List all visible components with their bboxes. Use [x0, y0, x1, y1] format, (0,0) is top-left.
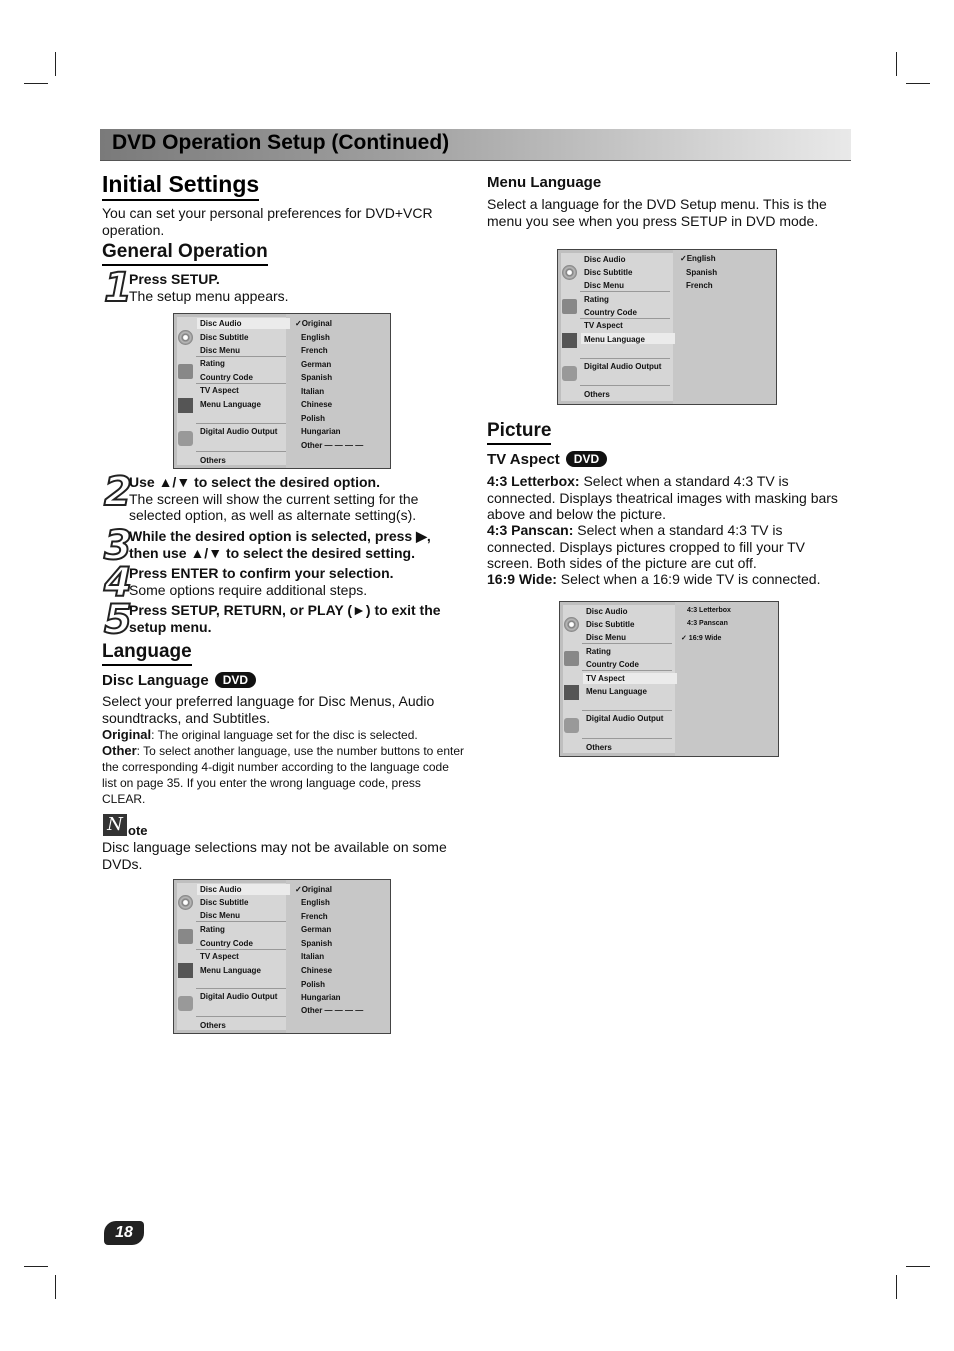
language-heading: Language [102, 641, 192, 666]
menu-item: Disc Menu [586, 633, 627, 642]
divider [196, 423, 286, 424]
menu-option: Spanish [301, 373, 333, 382]
menu-icon [178, 398, 193, 413]
menu-option: Chinese [301, 966, 333, 975]
menu-item: Country Code [200, 939, 253, 948]
menu-item: Others [584, 390, 610, 399]
menu-language-body: Select a language for the DVD Setup menu. This is the menu you see when you press SETUP in DVD mode. [487, 196, 827, 229]
menu-item: Rating [584, 295, 609, 304]
menu-item: Disc Audio [200, 319, 242, 328]
menu-icon [178, 963, 193, 978]
disc-icon [178, 330, 193, 345]
menu-item: Country Code [584, 308, 637, 317]
menu-item: Rating [586, 647, 611, 656]
menu-item: Disc Audio [584, 255, 626, 264]
menu-option: ✓Original [295, 885, 332, 894]
step-3 [129, 528, 464, 561]
divider [196, 356, 286, 357]
original-description: Original: The original language set for the disc is selected. [102, 727, 418, 742]
menu-item: Rating [200, 359, 225, 368]
general-operation-heading: General Operation [102, 241, 268, 266]
menu-item: Menu Language [584, 335, 645, 344]
divider [580, 358, 670, 359]
step-number: 3 [104, 523, 132, 569]
letterbox-description: 4:3 Letterbox: Select when a standard 4:3 TV is connected. Displays theatrical images with masking bars above and below the picture. [487, 473, 838, 522]
menu-item: Disc Subtitle [200, 898, 249, 907]
setup-menu-tv-aspect [559, 601, 779, 757]
divider [582, 710, 672, 711]
disc-icon [178, 895, 193, 910]
menu-option: Hungarian [301, 993, 341, 1002]
crop-mark [896, 1275, 897, 1299]
divider [580, 385, 670, 386]
divider [580, 291, 670, 292]
menu-option: Spanish [686, 268, 718, 277]
menu-item: Country Code [200, 373, 253, 382]
menu-option: English [301, 333, 330, 342]
crop-mark [55, 52, 56, 76]
menu-option: Chinese [301, 400, 333, 409]
menu-item: TV Aspect [200, 386, 239, 395]
menu-item: Digital Audio Output [200, 992, 278, 1001]
menu-icon [564, 685, 579, 700]
page-title: DVD Operation Setup (Continued) [112, 131, 450, 154]
menu-item: Disc Menu [200, 911, 241, 920]
crop-mark [906, 1266, 930, 1267]
lock-icon [564, 651, 579, 666]
menu-item: Menu Language [200, 966, 261, 975]
crop-mark [55, 1275, 56, 1299]
crop-mark [896, 52, 897, 76]
lock-icon [178, 929, 193, 944]
crop-mark [906, 83, 930, 84]
menu-option: 4:3 Panscan [687, 620, 728, 627]
step-1 [129, 271, 464, 304]
step-2 [129, 474, 464, 524]
menu-item: Disc Audio [586, 607, 628, 616]
lock-icon [178, 364, 193, 379]
menu-option: Polish [301, 980, 326, 989]
menu-item: Digital Audio Output [200, 427, 278, 436]
step-number: 1 [104, 265, 132, 311]
step-title: Press ENTER to confirm your selection. [129, 565, 394, 581]
step-number: 5 [104, 597, 132, 643]
menu-language-heading: Menu Language [487, 174, 602, 191]
menu-option: French [301, 912, 328, 921]
menu-item: Disc Subtitle [586, 620, 635, 629]
menu-item: Disc Audio [200, 885, 242, 894]
divider [196, 988, 286, 989]
menu-item: Disc Subtitle [584, 268, 633, 277]
speaker-icon [564, 718, 579, 733]
tv-aspect-heading: TV Aspect DVD [487, 451, 607, 468]
speaker-icon [178, 996, 193, 1011]
lock-icon [562, 299, 577, 314]
menu-item: Menu Language [200, 400, 261, 409]
menu-option: French [301, 346, 328, 355]
disc-language-heading: Disc Language DVD [102, 672, 256, 689]
setup-menu-menu-language [557, 249, 777, 405]
divider [582, 670, 672, 671]
menu-item: TV Aspect [584, 321, 623, 330]
step-body: Some options require additional steps. [129, 581, 368, 598]
menu-option: Other — — — — [301, 1006, 364, 1015]
dvd-badge: DVD [566, 451, 607, 467]
setup-menu-disc-audio [173, 313, 391, 469]
divider [196, 451, 286, 452]
menu-item: TV Aspect [200, 952, 239, 961]
menu-item: Country Code [586, 660, 639, 669]
initial-intro: You can set your personal preferences for DVD+VCR operation. [102, 205, 433, 238]
step-number: 4 [104, 560, 132, 606]
header-bar [100, 129, 851, 161]
step-body: The screen will show the current setting for the selected option, as well as alternate setting(s). [129, 490, 419, 523]
divider [196, 949, 286, 950]
note-label: ote [128, 823, 148, 838]
other-description: Other: To select another language, use the number buttons to enter the corresponding 4-digit number according to the language code list on page 35. If you enter the wrong language code, press CLEAR. [102, 743, 465, 806]
menu-option: Hungarian [301, 427, 341, 436]
menu-option: French [686, 281, 713, 290]
divider [580, 318, 670, 319]
divider [582, 738, 672, 739]
step-4 [129, 565, 464, 598]
step-title: Press SETUP, RETURN, or PLAY (►) to exit the setup menu. [129, 602, 441, 635]
disc-icon [564, 617, 579, 632]
step-title: Use ▲/▼ to select the desired option. [129, 474, 380, 490]
menu-item: Rating [200, 925, 225, 934]
menu-item: TV Aspect [586, 674, 625, 683]
crop-mark [24, 1266, 48, 1267]
menu-item: Menu Language [586, 687, 647, 696]
step-title: Press SETUP. [129, 271, 220, 287]
panscan-description: 4:3 Panscan: Select when a standard 4:3 TV is connected. Displays pictures cropped to fill your TV screen. Both sides of the picture are cut off. [487, 522, 806, 571]
menu-item: Digital Audio Output [584, 362, 662, 371]
speaker-icon [178, 431, 193, 446]
menu-option: English [301, 898, 330, 907]
menu-option: Other — — — — [301, 441, 364, 450]
crop-mark [24, 83, 48, 84]
menu-item: Disc Menu [584, 281, 625, 290]
page-number: 18 [104, 1221, 144, 1245]
note-icon: N [103, 814, 127, 836]
disc-language-body: Select your preferred language for Disc Menus, Audio soundtracks, and Subtitles. [102, 693, 435, 726]
divider [582, 643, 672, 644]
speaker-icon [562, 366, 577, 381]
menu-item: Digital Audio Output [586, 714, 664, 723]
menu-option: Spanish [301, 939, 333, 948]
wide-description: 16:9 Wide: Select when a 16:9 wide TV is connected. [487, 571, 821, 587]
menu-option: ✓English [680, 254, 716, 263]
menu-item: Disc Menu [200, 346, 241, 355]
menu-item: Others [200, 1021, 226, 1030]
menu-icon [562, 333, 577, 348]
menu-item: Others [200, 456, 226, 465]
step-body: The setup menu appears. [129, 287, 289, 304]
menu-option: German [301, 925, 332, 934]
initial-settings-heading: Initial Settings [102, 171, 259, 201]
divider [196, 1016, 286, 1017]
step-number: 2 [104, 469, 132, 515]
disc-icon [562, 265, 577, 280]
menu-item: Others [586, 743, 612, 752]
menu-option: Polish [301, 414, 326, 423]
divider [196, 383, 286, 384]
picture-heading: Picture [487, 420, 551, 445]
menu-option: German [301, 360, 332, 369]
menu-option: ✓Original [295, 319, 332, 328]
step-title: While the desired option is selected, press ▶, then use ▲/▼ to select the desired setting. [129, 528, 431, 561]
dvd-badge: DVD [215, 672, 256, 688]
note-text: Disc language selections may not be available on some DVDs. [102, 839, 447, 872]
menu-option: 4:3 Letterbox [687, 607, 731, 614]
menu-option: Italian [301, 952, 325, 961]
divider [196, 921, 286, 922]
setup-menu-disc-audio-2 [173, 879, 391, 1034]
menu-option: Italian [301, 387, 325, 396]
menu-option: ✓ 16:9 Wide [681, 635, 722, 642]
menu-item: Disc Subtitle [200, 333, 249, 342]
step-5 [129, 602, 464, 635]
